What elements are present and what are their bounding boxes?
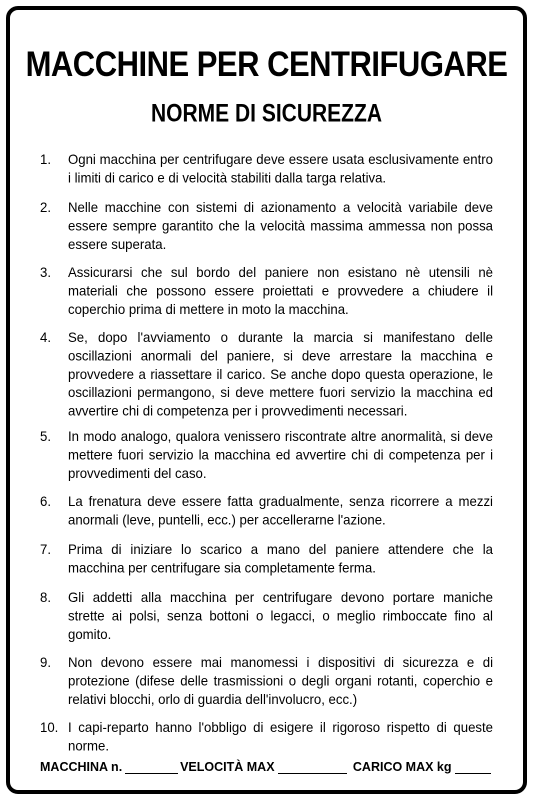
rule-text: I capi-reparto hanno l'obbligo di esigere il rigoroso rispetto di queste norme. — [68, 719, 493, 754]
rule-item — [40, 653, 493, 708]
max-load-blank — [455, 761, 492, 774]
max-speed-blank — [278, 761, 347, 774]
max-speed-label: VELOCITÀ MAX — [180, 760, 275, 774]
rule-text: Non devono essere mai manomessi i dispositivi di sicurezza e di protezione (difese delle trasmissioni o degli organi rotanti, coperchio e relativi blocchi, orlo di guardia dell'involucro, ecc.) — [68, 654, 493, 707]
rule-number: 9. — [40, 654, 51, 671]
rule-number: 4. — [40, 329, 51, 346]
rule-text: Nelle macchine con sistemi di azionamento a velocità variabile deve essere sempre garantito che la velocità massima ammessa non possa essere superata. — [68, 199, 493, 252]
rule-text: Ogni macchina per centrifugare deve essere usata esclusivamente entro i limiti di carico e di velocità stabiliti dalla targa relativa. — [68, 151, 493, 186]
rule-number: 2. — [40, 199, 51, 216]
rule-text: Gli addetti alla macchina per centrifugare devono portare maniche strette ai polsi, senza bottoni o legacci, o meglio rimboccate fino al gomito. — [68, 589, 493, 642]
rule-item — [40, 328, 493, 420]
rule-item — [40, 150, 493, 187]
rule-number: 3. — [40, 264, 51, 281]
safety-sign — [6, 6, 527, 794]
sign-subtitle: NORME DI SICUREZZA — [151, 100, 382, 128]
sign-title: MACCHINE PER CENTRIFUGARE — [25, 44, 508, 85]
rule-number: 7. — [40, 541, 51, 558]
rule-number: 8. — [40, 589, 51, 606]
rule-item — [40, 427, 493, 482]
footer-fields — [40, 760, 493, 774]
rule-number: 5. — [40, 428, 51, 445]
machine-number-label: MACCHINA n. — [40, 760, 123, 774]
rule-text: La frenatura deve essere fatta gradualmente, senza ricorrere a mezzi anormali (leve, puntelli, ecc.) per accellerarne l'azione. — [68, 493, 493, 528]
rule-text: Se, dopo l'avviamento o durante la marcia si manifestano delle oscillazioni anormali del paniere, si deve arrestare la macchina e provvedere a riassettare il carico. Se anche dopo questa operazione, le oscillazioni permangono, si deve mettere fuori servizio la macchina ed avvertire chi di competenza per i provvedimenti necessari. — [68, 329, 493, 419]
rule-number: 6. — [40, 493, 51, 510]
rule-item — [40, 588, 493, 643]
rule-number: 1. — [40, 151, 51, 168]
rule-text: In modo analogo, qualora venissero riscontrate altre anormalità, si deve mettere fuori servizio la macchina ed avvertire chi di competenza per i provvedimenti del caso. — [68, 428, 493, 481]
max-load-label: CARICO MAX kg — [352, 760, 452, 774]
rule-item — [40, 492, 493, 529]
rule-item — [40, 540, 493, 577]
rule-text: Assicurarsi che sul bordo del paniere non esistano nè utensili nè materiali che possono essere proiettati e provvedere a chiudere il coperchio prima di mettere in moto la macchina. — [68, 264, 493, 317]
rules-list — [40, 150, 493, 766]
rule-item — [40, 263, 493, 318]
machine-number-blank — [125, 761, 178, 774]
rule-item — [40, 198, 493, 253]
rule-number: 10. — [40, 719, 59, 736]
rule-item — [40, 718, 493, 755]
rule-text: Prima di iniziare lo scarico a mano del paniere attendere che la macchina per centrifugare sia completamente ferma. — [68, 541, 493, 576]
